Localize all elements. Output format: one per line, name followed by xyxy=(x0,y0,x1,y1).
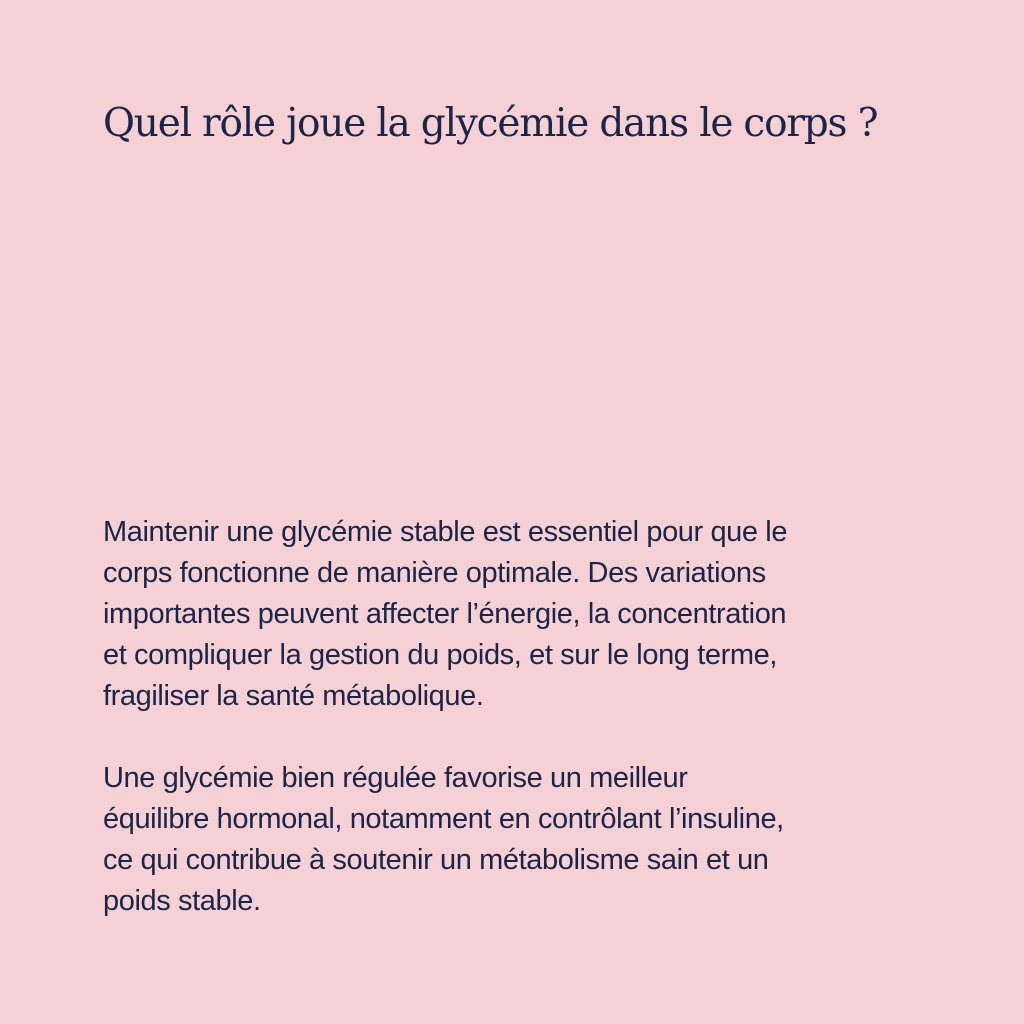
paragraph-2 xyxy=(103,758,963,922)
paragraph-1-line-2: corps fonctionne de manière optimale. Des variations xyxy=(103,557,766,589)
paragraph-1-line-5: fragiliser la santé métabolique. xyxy=(103,680,484,712)
paragraph-2-line-1: Une glycémie bien régulée favorise un meilleur xyxy=(103,762,688,794)
paragraph-2-line-4: poids stable. xyxy=(103,885,261,917)
paragraph-1-line-3: importantes peuvent affecter l’énergie, la concentration xyxy=(103,598,787,630)
paragraph-2-line-3: ce qui contribue à soutenir un métabolisme sain et un xyxy=(103,844,769,876)
paragraph-1-line-1: Maintenir une glycémie stable est essentiel pour que le xyxy=(103,516,788,548)
paragraph-1 xyxy=(103,512,963,717)
paragraph-2-line-2: équilibre hormonal, notamment en contrôlant l’insuline, xyxy=(103,803,784,835)
paragraph-1-line-4: et compliquer la gestion du poids, et sur le long terme, xyxy=(103,639,777,671)
page-title: Quel rôle joue la glycémie dans le corps ? xyxy=(103,101,878,146)
body-text xyxy=(103,512,963,922)
